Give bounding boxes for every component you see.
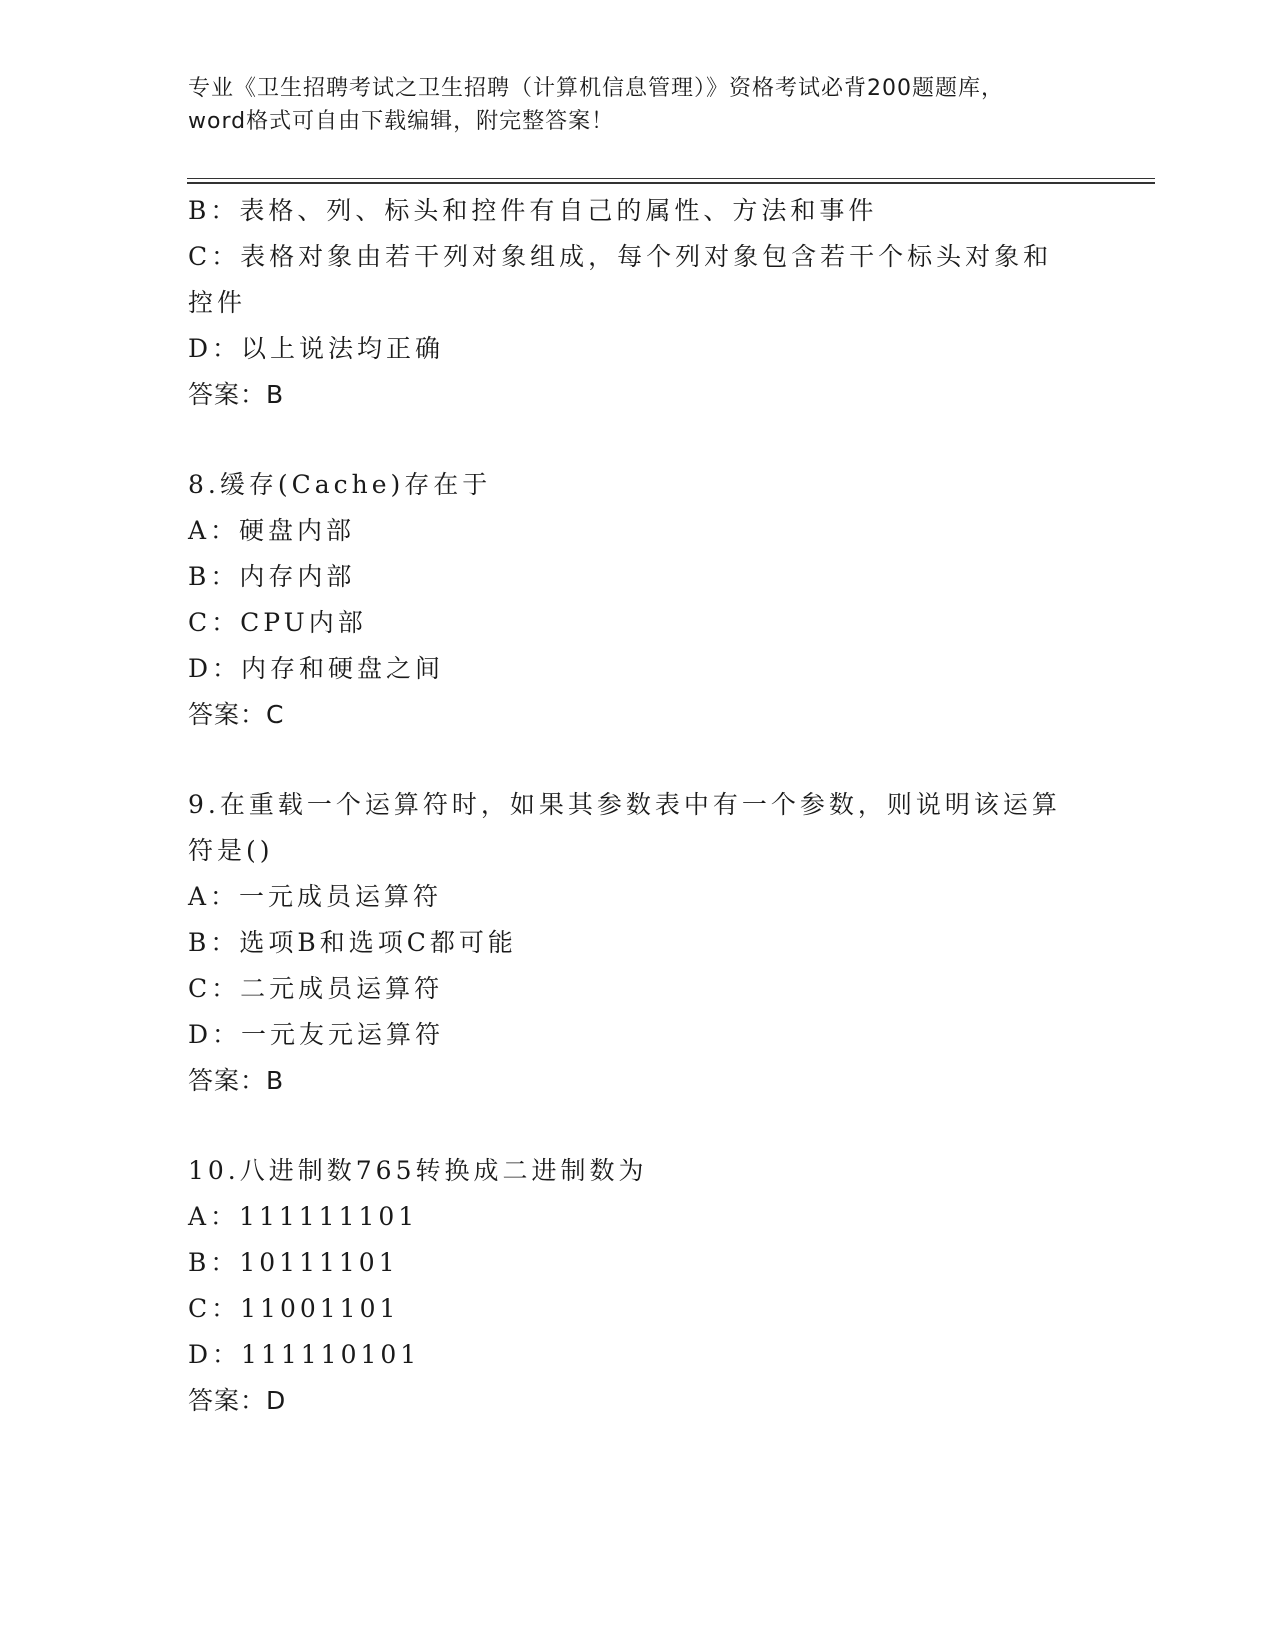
option-b: B：选项B和选项C都可能 — [188, 928, 517, 957]
option-d: D：一元友元运算符 — [188, 1020, 445, 1049]
option-c: C：11001101 — [188, 1294, 400, 1323]
question-title: 9.在重载一个运算符时，如果其参数表中有一个参数，则说明该运算符是() — [188, 790, 1061, 865]
option-c: C：二元成员运算符 — [188, 974, 444, 1003]
header-divider-thick — [187, 182, 1155, 184]
option-c: C：CPU内部 — [188, 608, 367, 637]
answer-line: 答案：C — [188, 700, 285, 729]
option-a: A：111111101 — [188, 1202, 419, 1231]
option-b: B：10111101 — [188, 1248, 399, 1277]
header-line-2: word格式可自由下载编辑，附完整答案！ — [188, 109, 615, 134]
option-b: B：内存内部 — [188, 562, 356, 591]
question-block-10 — [188, 1148, 1088, 1424]
question-block-9 — [188, 782, 1088, 1104]
option-b: B：表格、列、标头和控件有自己的属性、方法和事件 — [188, 196, 878, 225]
document-header — [188, 72, 1088, 138]
option-c: C：表格对象由若干列对象组成，每个列对象包含若干个标头对象和控件 — [188, 242, 1053, 317]
option-d: D：内存和硬盘之间 — [188, 654, 445, 683]
question-list — [188, 188, 1088, 1424]
header-divider-thin — [187, 178, 1155, 179]
option-a: A：硬盘内部 — [188, 516, 356, 545]
question-block-7 — [188, 188, 1088, 418]
question-title: 10.八进制数765转换成二进制数为 — [188, 1156, 648, 1185]
answer-line: 答案：B — [188, 380, 285, 409]
option-d: D：111110101 — [188, 1340, 421, 1369]
question-block-8 — [188, 462, 1088, 738]
header-line-1: 专业《卫生招聘考试之卫生招聘（计算机信息管理）》资格考试必背200题题库， — [188, 76, 1004, 101]
answer-line: 答案：B — [188, 1066, 285, 1095]
option-a: A：一元成员运算符 — [188, 882, 443, 911]
question-title: 8.缓存(Cache)存在于 — [188, 470, 492, 499]
answer-line: 答案：D — [188, 1386, 287, 1415]
option-d: D：以上说法均正确 — [188, 334, 445, 363]
